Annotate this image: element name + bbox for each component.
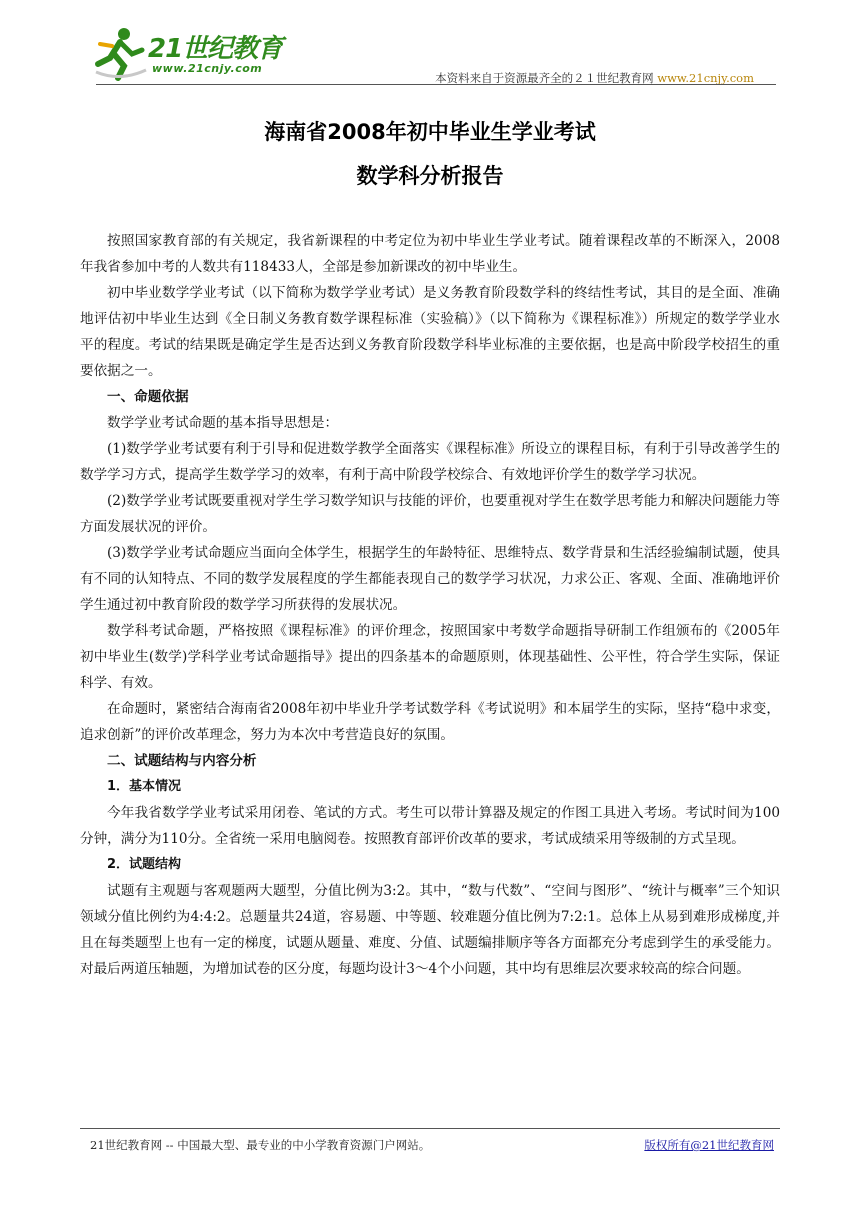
logo-text: 21世纪教育	[148, 34, 283, 64]
document-subtitle: 数学科分析报告	[356, 164, 504, 188]
paragraph: 初中毕业数学学业考试（以下简称为数学学业考试）是义务教育阶段数学科的终结性考试，其目的是全面、准确地评估初中毕业生达到《全日制义务教育数学课程标准（实验稿）》（以下简称为《课程标准》）所规定的数学学业水平的程度。考试的结果既是确定学生是否达到义务教育阶段数学科毕业标准的主要依据，也是高中阶段学校招生的重要依据之一。	[80, 285, 780, 379]
paragraph: 数学科考试命题，严格按照《课程标准》的评价理念，按照国家中考数学命题指导研制工作组颁布的《2005年初中毕业生(数学)学科学业考试命题指导》提出的四条基本的命题原则，体现基础性、公平性，符合学生实际，保证科学、有效。	[80, 623, 780, 691]
logo-url: www.21cnjy.com	[152, 62, 263, 75]
footer-divider	[80, 1128, 780, 1129]
section-heading: 一、命题依据	[107, 389, 189, 405]
header-divider	[96, 84, 776, 85]
page-header	[80, 22, 780, 86]
document-title: 海南省2008年初中毕业生学业考试	[264, 120, 596, 144]
footer-text: 21世纪教育网 -- 中国最大型、最专业的中小学教育资源门户网站。	[90, 1138, 431, 1152]
paragraph: 试题有主观题与客观题两大题型，分值比例为3:2。其中，“数与代数”、“空间与图形”、“统计与概率”三个知识领域分值比例约为4:4:2。总题量共24道，容易题、中等题、较难题分值比例为7:2:1。总体上从易到难形成梯度,并且在每类题型上也有一定的梯度，试题从题量、难度、分值、试题编排顺序等各方面都充分考虑到学生的承受能力。对最后两道压轴题，为增加试卷的区分度，每题均设计3～4个小问题，其中均有思维层次要求较高的综合问题。	[80, 883, 780, 977]
header-note-text: 本资料来自于资源最齐全的２１世纪教育网	[435, 71, 654, 85]
paragraph: 数学学业考试命题的基本指导思想是：	[107, 415, 339, 431]
header-note-link[interactable]: www.21cnjy.com	[657, 71, 754, 85]
site-logo[interactable]	[90, 22, 290, 86]
paragraph: (2)数学学业考试既要重视对学生学习数学知识与技能的评价，也要重视对学生在数学思考能力和解决问题能力等方面发展状况的评价。	[80, 493, 780, 535]
subsection-heading: 2．试题结构	[107, 857, 182, 872]
document-body	[80, 228, 780, 982]
paragraph: 今年我省数学学业考试采用闭卷、笔试的方式。考生可以带计算器及规定的作图工具进入考场。考试时间为100分钟，满分为110分。全省统一采用电脑阅卷。按照教育部评价改革的要求，考试成绩采用等级制的方式呈现。	[80, 805, 780, 847]
subsection-heading: 1．基本情况	[107, 779, 182, 794]
paragraph: 按照国家教育部的有关规定，我省新课程的中考定位为初中毕业生学业考试。随着课程改革的不断深入，2008年我省参加中考的人数共有118433人，全部是参加新课改的初中毕业生。	[80, 233, 780, 275]
runner-logo-icon	[90, 24, 148, 82]
paragraph: 在命题时，紧密结合海南省2008年初中毕业升学考试数学科《考试说明》和本届学生的实际，坚持“稳中求变，追求创新”的评价改革理念，努力为本次中考营造良好的氛围。	[80, 701, 780, 743]
paragraph: (1)数学学业考试要有利于引导和促进数学教学全面落实《课程标准》所设立的课程目标，有利于引导改善学生的数学学习方式，提高学生数学学习的效率，有利于高中阶段学校综合、有效地评价学生的数学学习状况。	[80, 441, 780, 483]
paragraph: (3)数学学业考试命题应当面向全体学生，根据学生的年龄特征、思维特点、数学背景和生活经验编制试题，使具有不同的认知特点、不同的数学发展程度的学生都能表现自己的数学学习状况，力求公正、客观、全面、准确地评价学生通过初中教育阶段的数学学习所获得的发展状况。	[80, 545, 780, 613]
copyright-link[interactable]: 版权所有@21世纪教育网	[644, 1138, 774, 1152]
section-heading: 二、试题结构与内容分析	[107, 753, 257, 769]
